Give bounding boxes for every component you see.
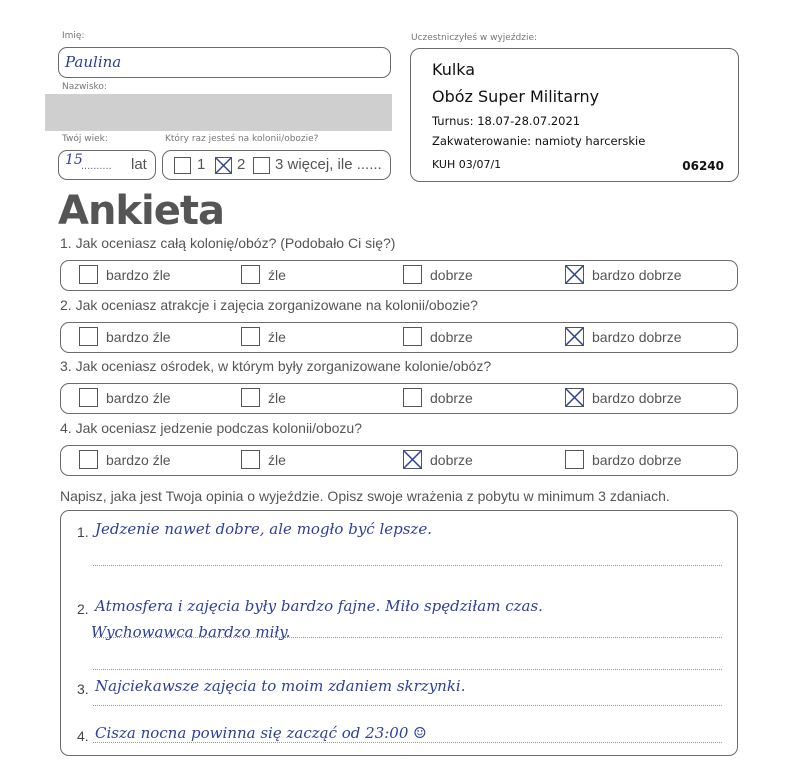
question-number: 2. (60, 297, 72, 313)
answer-option[interactable] (403, 450, 473, 469)
answer-option[interactable] (241, 388, 286, 407)
answer-label: bardzo dobrze (592, 451, 682, 468)
times-label: Który raz jesteś na kolonii/obozie? (165, 134, 319, 144)
question-text: Jak oceniasz jedzenie podczas kolonii/obozu? (75, 420, 362, 436)
opinion-number-4: 4. (77, 728, 89, 744)
answer-checkbox[interactable] (403, 265, 422, 284)
answer-option[interactable] (403, 265, 473, 284)
last-name-label: Nazwisko: (62, 82, 107, 92)
question-text: Jak oceniasz ośrodek, w którym były zorganizowane kolonie/obóz? (75, 358, 492, 374)
participant-code: KUH 03/07/1 (432, 158, 502, 171)
answer-checkbox[interactable] (241, 265, 260, 284)
age-value: 15 (65, 152, 83, 168)
opinion-number-1: 1. (77, 524, 89, 540)
answer-checkbox[interactable] (79, 450, 98, 469)
answer-checkbox[interactable] (79, 327, 98, 346)
answer-label: źle (268, 328, 286, 345)
first-name-label: Imię: (62, 31, 85, 41)
opinion-number-3: 3. (77, 681, 89, 697)
answer-checkbox[interactable] (403, 327, 422, 346)
question-1 (60, 235, 395, 251)
dotted-line (93, 565, 722, 566)
answer-checkbox[interactable] (565, 450, 584, 469)
times-option-3-label: 3 więcej, ile ...... (275, 156, 382, 173)
answer-option[interactable] (241, 327, 286, 346)
answer-option[interactable] (565, 327, 682, 346)
times-checkbox-1[interactable] (174, 157, 191, 174)
times-checkbox-3[interactable] (253, 157, 270, 174)
times-field (162, 150, 391, 180)
answer-checkbox[interactable] (403, 450, 422, 469)
answer-checkbox[interactable] (565, 265, 584, 284)
answer-row-1 (60, 260, 738, 291)
term-value: 18.07-28.07.2021 (477, 114, 581, 128)
question-2 (60, 297, 478, 313)
term-label: Turnus: (432, 114, 474, 128)
dotted-line (93, 705, 722, 706)
answer-label: bardzo źle (106, 328, 171, 345)
page-title: Ankieta (58, 188, 224, 234)
answer-checkbox[interactable] (565, 327, 584, 346)
opinion-prompt: Napisz, jaka jest Twoja opinia o wyjeździe. Opisz swoje wrażenia z pobytu w minimum 3 zdaniach. (60, 488, 670, 504)
checkmark-x-icon (565, 327, 584, 346)
answer-label: bardzo źle (106, 389, 171, 406)
answer-option[interactable] (403, 388, 473, 407)
answer-option[interactable] (79, 388, 171, 407)
answer-option[interactable] (241, 265, 286, 284)
question-text: Jak oceniasz atrakcje i zajęcia zorganizowane na kolonii/obozie? (75, 297, 478, 313)
answer-checkbox[interactable] (241, 327, 260, 346)
opinion-text-2b: Wychowawca bardzo miły. (91, 623, 291, 641)
answer-label: źle (268, 266, 286, 283)
opinion-number-2: 2. (77, 601, 89, 617)
participant-name: Kulka (432, 60, 476, 79)
answer-label: dobrze (430, 266, 473, 283)
checkmark-x-icon (565, 265, 584, 284)
answer-label: dobrze (430, 389, 473, 406)
answer-label: bardzo źle (106, 266, 171, 283)
age-dots: .......... (81, 160, 112, 172)
opinion-text-1: Jedzenie nawet dobre, ale mogło być lepsze. (95, 520, 432, 538)
lodging-value: namioty harcerskie (534, 134, 646, 148)
age-unit: lat (131, 156, 147, 173)
answer-checkbox[interactable] (79, 388, 98, 407)
answer-row-4 (60, 445, 738, 476)
times-checkbox-2[interactable] (215, 157, 232, 174)
answer-option[interactable] (79, 327, 171, 346)
question-text: Jak oceniasz całą kolonię/obóz? (Podobało Ci się?) (75, 235, 396, 251)
lodging-line (432, 134, 645, 148)
age-label: Twój wiek: (62, 134, 108, 144)
answer-label: bardzo dobrze (592, 328, 682, 345)
answer-label: dobrze (430, 328, 473, 345)
dotted-line (93, 669, 722, 670)
answer-label: dobrze (430, 451, 473, 468)
participant-label: Uczestniczyłeś w wyjeździe: (411, 33, 538, 43)
answer-label: bardzo dobrze (592, 389, 682, 406)
answer-checkbox[interactable] (241, 388, 260, 407)
checkmark-x-icon (215, 157, 232, 174)
answer-label: źle (268, 451, 286, 468)
answer-row-2 (60, 322, 738, 353)
answer-row-3 (60, 383, 738, 414)
question-number: 1. (60, 235, 72, 251)
answer-option[interactable] (565, 265, 682, 284)
dotted-line (93, 742, 722, 743)
question-number: 4. (60, 420, 72, 436)
answer-label: źle (268, 389, 286, 406)
term-line (432, 114, 580, 128)
opinion-text-2a: Atmosfera i zajęcia były bardzo fajne. Miło spędziłam czas. (95, 597, 543, 615)
redaction-block (45, 94, 392, 131)
lodging-label: Zakwaterowanie: (432, 134, 532, 148)
answer-checkbox[interactable] (241, 450, 260, 469)
answer-option[interactable] (565, 388, 682, 407)
answer-checkbox[interactable] (565, 388, 584, 407)
question-number: 3. (60, 358, 72, 374)
camp-name: Obóz Super Militarny (432, 87, 600, 106)
answer-label: bardzo źle (106, 451, 171, 468)
checkmark-x-icon (565, 388, 584, 407)
answer-option[interactable] (403, 327, 473, 346)
first-name-value: Paulina (65, 53, 122, 71)
answer-option[interactable] (79, 265, 171, 284)
opinion-text-4: Cisza nocna powinna się zacząć od 23:00 ☺ (95, 724, 427, 742)
checkmark-x-icon (403, 450, 422, 469)
answer-option[interactable] (79, 450, 171, 469)
age-field[interactable] (58, 150, 156, 180)
times-option-2-label: 2 (237, 156, 246, 173)
opinion-box[interactable] (60, 510, 738, 756)
question-4 (60, 420, 362, 436)
participant-card (410, 48, 739, 182)
answer-checkbox[interactable] (79, 265, 98, 284)
answer-option[interactable] (241, 450, 286, 469)
question-3 (60, 358, 491, 374)
first-name-field[interactable] (58, 47, 391, 78)
answer-label: bardzo dobrze (592, 266, 682, 283)
times-option-1-label: 1 (197, 156, 206, 173)
participant-number: 06240 (682, 159, 724, 173)
answer-checkbox[interactable] (403, 388, 422, 407)
opinion-text-3: Najciekawsze zajęcia to moim zdaniem skrzynki. (95, 677, 466, 695)
answer-option[interactable] (565, 450, 682, 469)
